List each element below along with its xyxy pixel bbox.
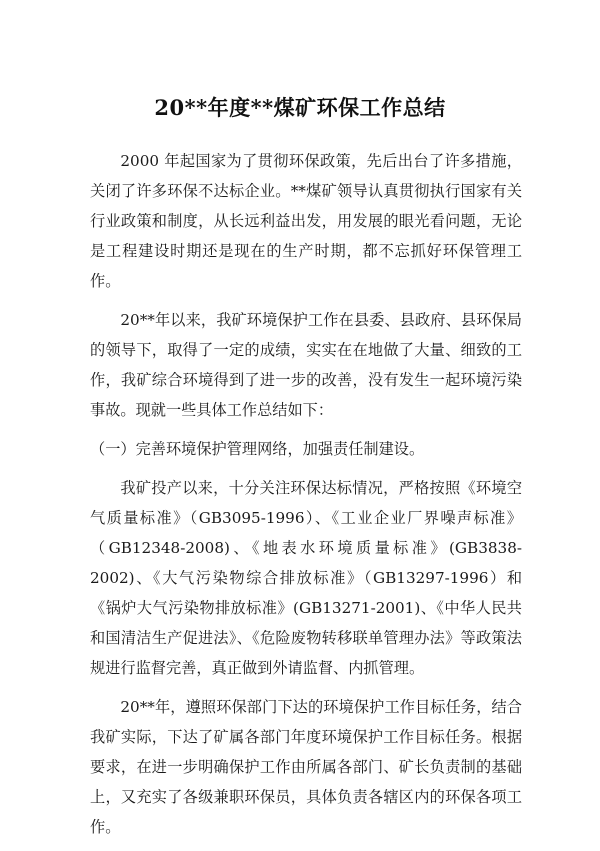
paragraph-standards: 我矿投产以来，十分关注环保达标情况，严格按照《环境空气质量标准》（GB3095-1996）、《工业企业厂界噪声标准》（GB12348-2008)、《地表水环境质量标准》(GB3838-2002)、《大气污染物综合排放标准》（GB13297-1996）和《锅炉大气污染物排放标准》(GB13271-2001)、《中华人民共和国清洁生产促进法》、《危险废物转移联单管理办法》等政策法规进行监督完善，真正做到外请监督、内抓管理。 [90, 479, 522, 677]
paragraph-overview: 20**年以来，我矿环境保护工作在县委、县政府、县环保局的领导下，取得了一定的成绩，实实在在地做了大量、细致的工作，我矿综合环境得到了进一步的改善，没有发生一起环境污染事故。现就一些具体工作总结如下： [90, 311, 522, 419]
paragraph-targets: 20**年，遵照环保部门下达的环境保护工作目标任务，结合我矿实际，下达了矿属各部门年度环境保护工作目标任务。根据要求，在进一步明确保护工作由所属各部门、矿长负责制的基础上，又充实了各级兼职环保员，具体负责各辖区内的环保各项工作。 [90, 698, 522, 836]
paragraph-intro: 2000 年起国家为了贯彻环保政策，先后出台了许多措施，关闭了许多环保不达标企业。**煤矿领导认真贯彻执行国家有关行业政策和制度，从长远利益出发，用发展的眼光看问题，无论是工程建设时期还是现在的生产时期，都不忘抓好环保管理工作。 [90, 152, 522, 290]
section-heading-1: （一）完善环境保护管理网络，加强责任制建设。 [90, 440, 425, 458]
document-title: 20**年度**煤矿环保工作总结 [154, 95, 446, 120]
document-body [90, 146, 522, 851]
